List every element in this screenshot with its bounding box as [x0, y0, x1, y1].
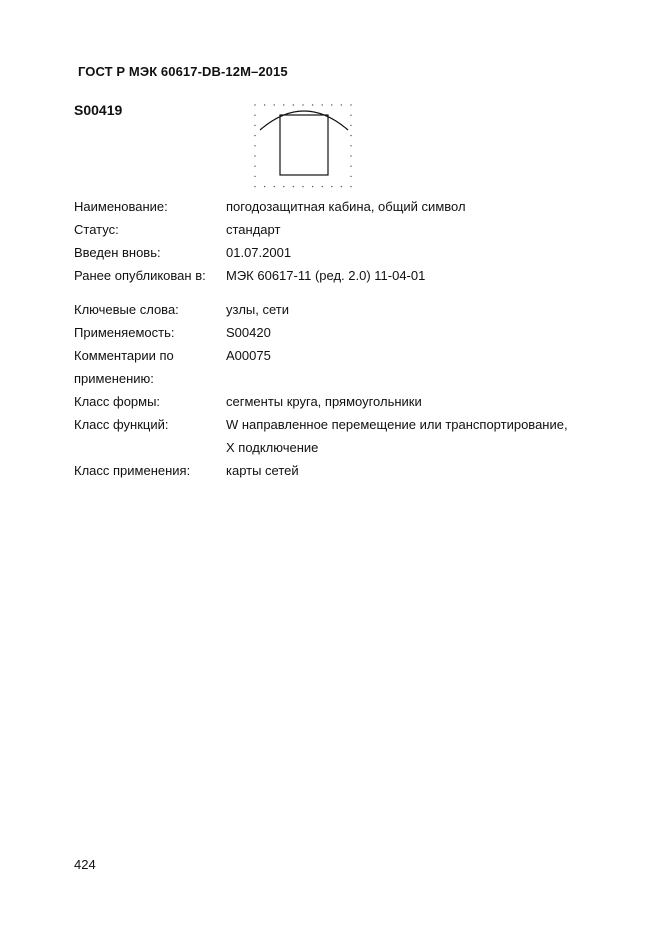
property-row-application-class — [74, 459, 614, 482]
property-value-line: W направленное перемещение или транспортирование, — [226, 417, 568, 432]
property-value: погодозащитная кабина, общий символ — [226, 199, 466, 214]
property-value: S00420 — [226, 325, 271, 340]
property-row-function-class — [74, 413, 614, 459]
grid-dot — [322, 186, 323, 187]
property-label: Ключевые слова: — [74, 302, 179, 317]
property-label: Класс применения: — [74, 463, 191, 478]
symbol-code: S00419 — [74, 102, 123, 118]
property-row-name — [74, 195, 614, 218]
grid-dot — [254, 104, 255, 105]
grid-dot — [264, 104, 265, 105]
grid-dot — [264, 186, 265, 187]
property-value: стандарт — [226, 222, 281, 237]
grid-dot — [274, 186, 275, 187]
grid-dot — [254, 176, 255, 177]
property-value: МЭК 60617-11 (ред. 2.0) 11-04-01 — [226, 268, 426, 283]
property-row-keywords — [74, 298, 614, 321]
property-label-line: Комментарии по — [74, 348, 174, 363]
grid-dot — [350, 155, 351, 156]
property-row-applicability — [74, 321, 614, 344]
grid-dot — [302, 104, 303, 105]
grid-dot — [350, 166, 351, 167]
grid-dot — [283, 104, 284, 105]
cabin-body — [280, 115, 328, 175]
property-row-introduced — [74, 241, 614, 264]
property-value: карты сетей — [226, 463, 299, 478]
properties-table — [74, 195, 614, 482]
grid-dot — [312, 186, 313, 187]
document-header: ГОСТ Р МЭК 60617-DB-12M–2015 — [78, 64, 288, 79]
page-number: 424 — [74, 857, 96, 872]
grid-dot — [331, 186, 332, 187]
grid-dot — [350, 104, 351, 105]
grid-dot — [283, 186, 284, 187]
property-label-line: применению: — [74, 371, 154, 386]
property-row-comments — [74, 344, 614, 390]
property-label: Статус: — [74, 222, 119, 237]
property-value: 01.07.2001 — [226, 245, 292, 260]
grid-dot — [341, 104, 342, 105]
grid-dot — [312, 104, 313, 105]
grid-dot — [274, 104, 275, 105]
grid-dot — [331, 104, 332, 105]
property-label — [74, 344, 226, 390]
weatherproof-cabin-symbol-icon — [250, 100, 356, 192]
grid-dot — [254, 125, 255, 126]
grid-dot — [254, 166, 255, 167]
property-label: Класс функций: — [74, 417, 169, 432]
grid-dot — [254, 145, 255, 146]
property-row-status — [74, 218, 614, 241]
property-value: узлы, сети — [226, 302, 289, 317]
grid-dot — [254, 115, 255, 116]
grid-dot — [293, 104, 294, 105]
property-row-published — [74, 264, 614, 287]
grid-dot — [302, 186, 303, 187]
grid-dot — [350, 135, 351, 136]
grid-dot — [322, 104, 323, 105]
grid-dot — [254, 155, 255, 156]
grid-dot — [350, 186, 351, 187]
property-value: сегменты круга, прямоугольники — [226, 394, 422, 409]
property-label: Применяемость: — [74, 325, 175, 340]
grid-dot — [350, 176, 351, 177]
grid-dot — [254, 186, 255, 187]
grid-dot — [254, 135, 255, 136]
grid-dot — [350, 125, 351, 126]
property-value-line: X подключение — [226, 440, 319, 455]
cabin-roof-arc — [260, 111, 348, 130]
property-label: Наименование: — [74, 199, 168, 214]
property-label: Ранее опубликован в: — [74, 268, 206, 283]
property-value: A00075 — [226, 348, 271, 363]
grid-dot — [341, 186, 342, 187]
property-label: Класс формы: — [74, 394, 161, 409]
grid-dot — [293, 186, 294, 187]
property-value — [226, 413, 614, 459]
grid-dot — [350, 145, 351, 146]
property-row-shape-class — [74, 390, 614, 413]
property-label: Введен вновь: — [74, 245, 161, 260]
grid-dot — [350, 115, 351, 116]
